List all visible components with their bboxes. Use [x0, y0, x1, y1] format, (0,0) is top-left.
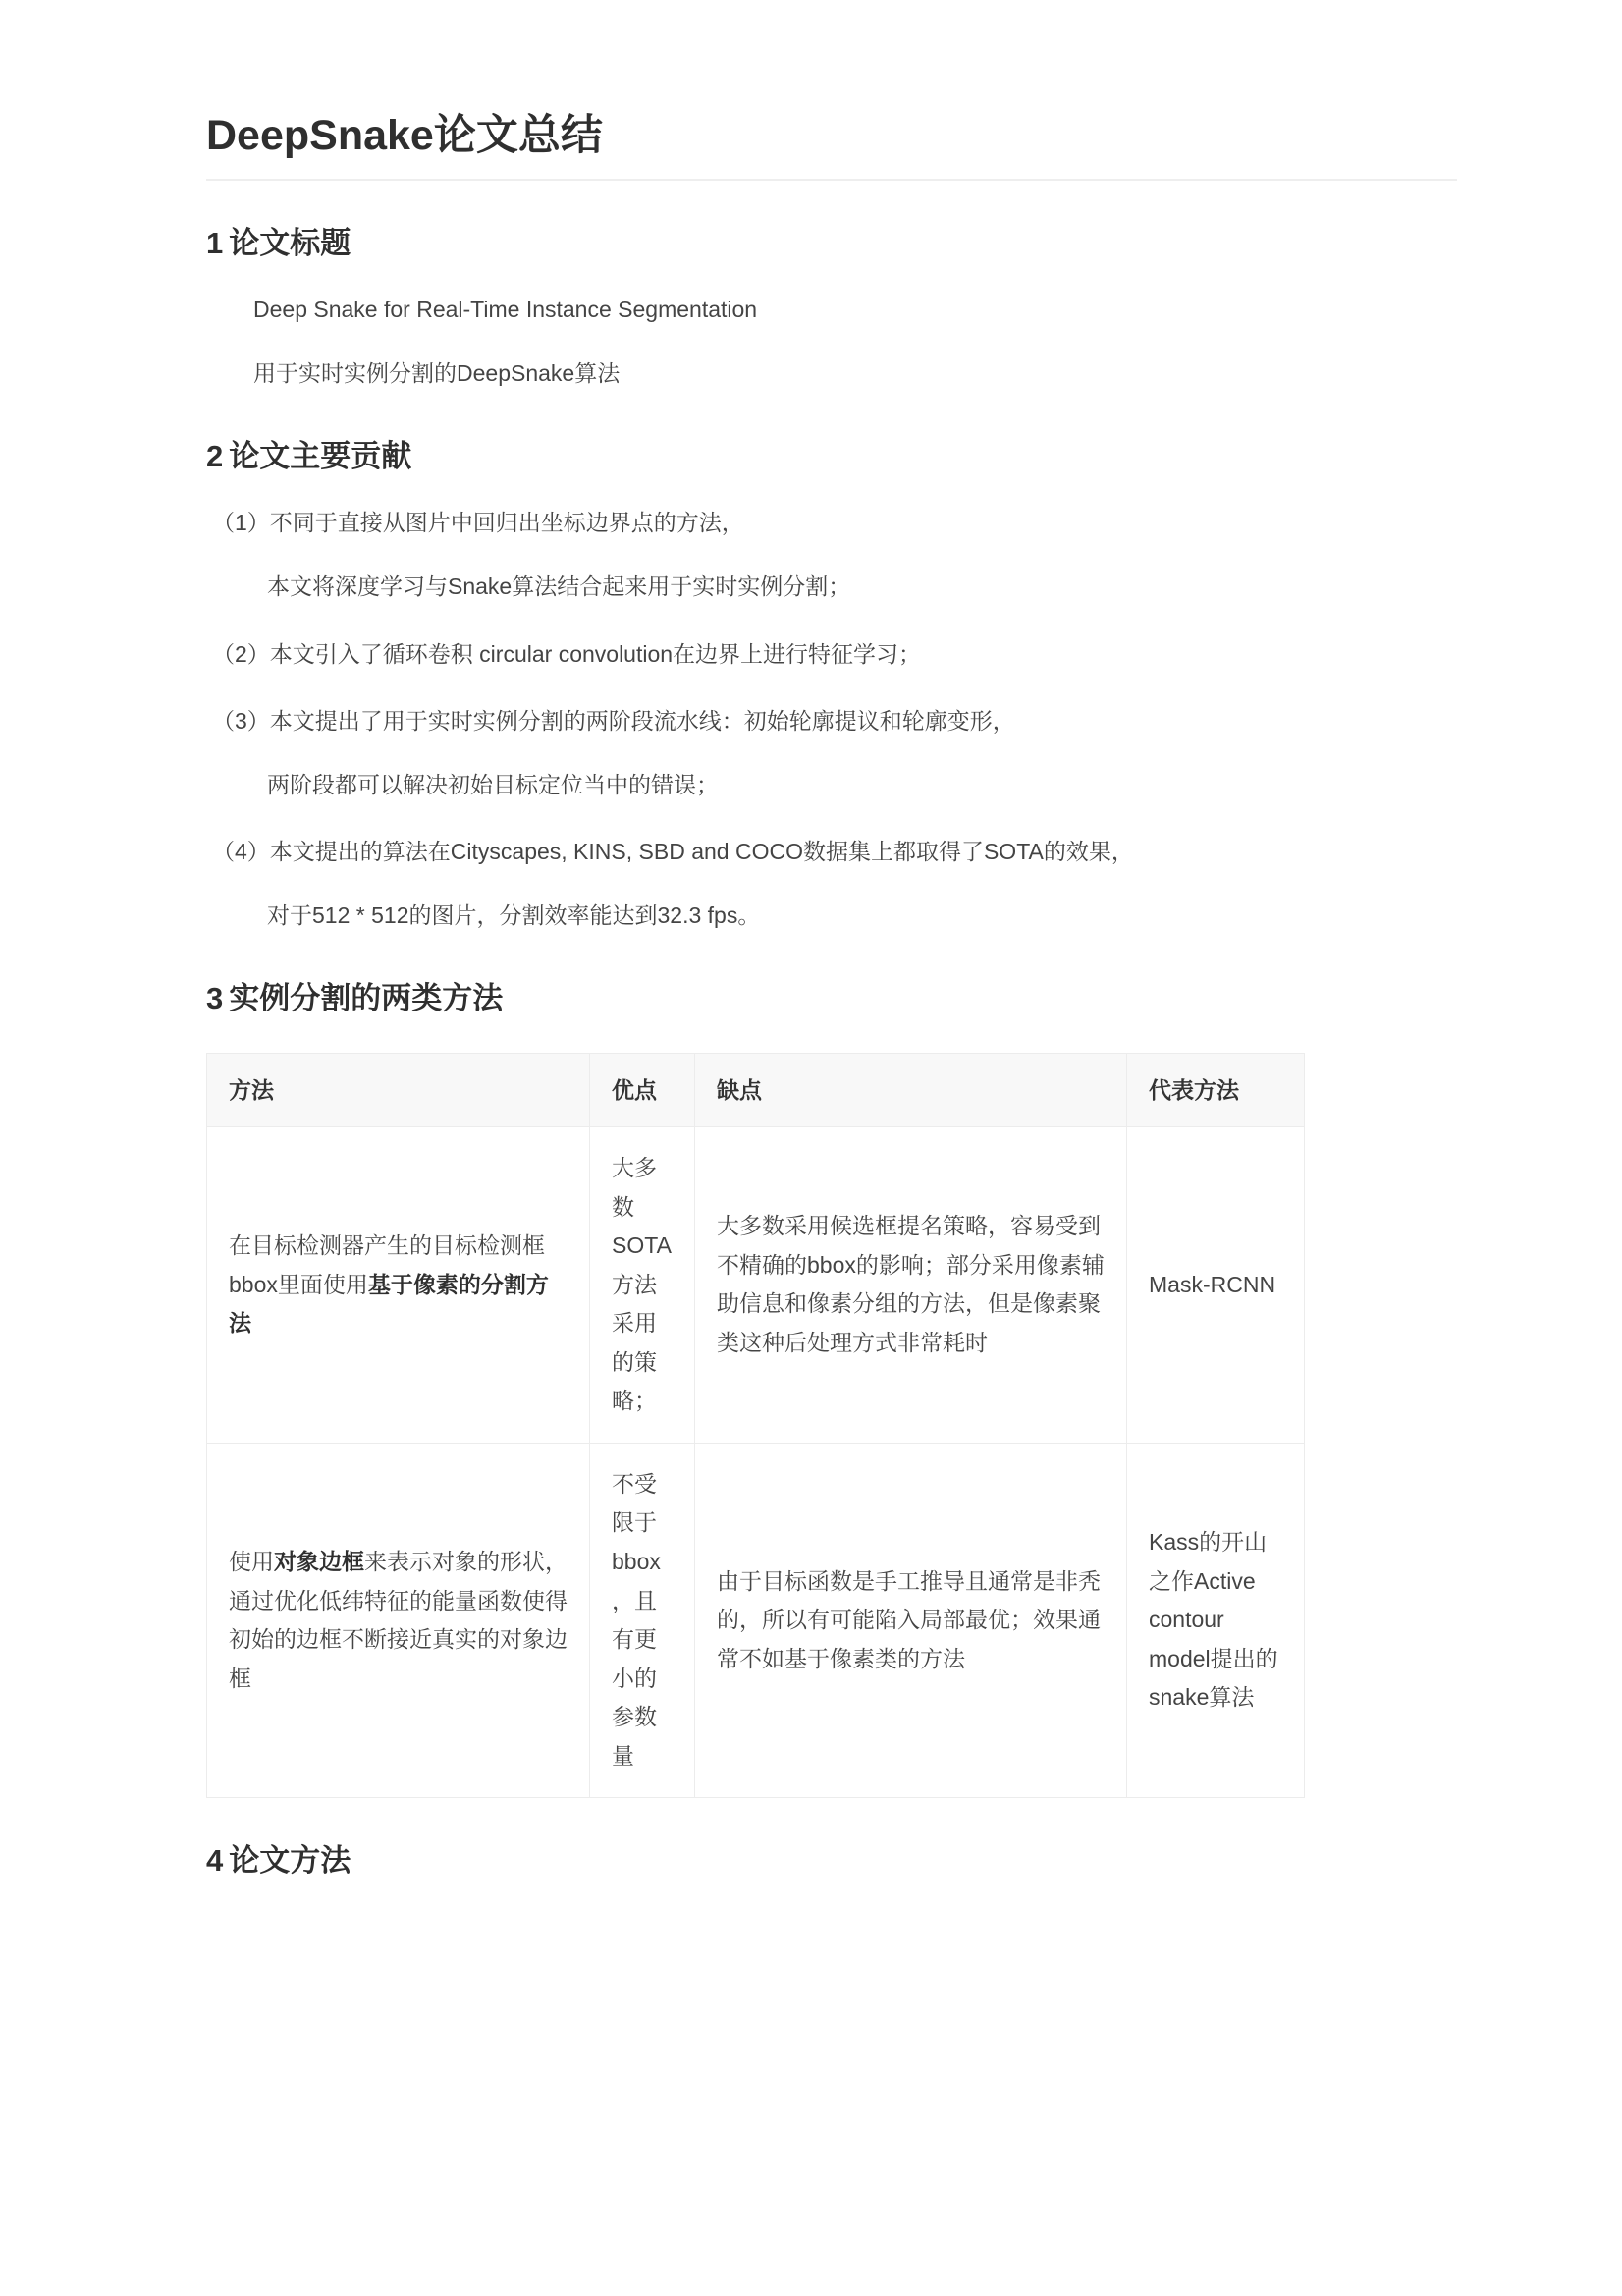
- cell-representative: Mask-RCNN: [1127, 1127, 1305, 1444]
- section-number-4: 4: [206, 1843, 224, 1879]
- contribution-marker: （4）: [212, 839, 270, 865]
- table-row: [207, 1443, 1305, 1797]
- table-header-representative: 代表方法: [1127, 1053, 1305, 1127]
- paper-title-zh: 用于实时实例分割的DeepSnake算法: [253, 359, 621, 386]
- contribution-text: 本文提出了用于实时实例分割的两阶段流水线：初始轮廓提议和轮廓变形，: [269, 708, 1015, 735]
- comparison-table: [206, 1053, 1305, 1799]
- section-number-2: 2: [206, 439, 224, 474]
- cell-pros: 不受限于bbox，且有更小的参数量: [590, 1443, 695, 1797]
- section-heading-4: [206, 1841, 1457, 1881]
- table-header-pros: 优点: [590, 1053, 695, 1127]
- table-header-cons: 缺点: [695, 1053, 1127, 1127]
- contribution-item: [212, 700, 1457, 742]
- contribution-marker: （2）: [212, 640, 270, 667]
- table-header-row: [207, 1053, 1305, 1127]
- cell-method: [207, 1127, 590, 1444]
- section-number-3: 3: [206, 981, 224, 1016]
- contribution-text: 本文引入了循环卷积 circular convolution在边界上进行特征学习；: [269, 640, 922, 667]
- cell-representative: Kass的开山之作Active contour model提出的snake算法: [1127, 1443, 1305, 1797]
- cell-method-post: 来表示对象的形状，通过优化低纬特征的能量函数使得初始的边框不断接近真实的对象边框: [229, 1548, 568, 1691]
- page-title: DeepSnake论文总结: [206, 110, 1457, 181]
- cell-method: [207, 1443, 590, 1797]
- contribution-continuation: 对于512 * 512的图片，分割效率能达到32.3 fps。: [267, 902, 761, 928]
- cell-method-emphasis: 对象边框: [274, 1548, 364, 1574]
- contribution-item: [212, 633, 1457, 676]
- contribution-continuation: 两阶段都可以解决初始目标定位当中的错误；: [267, 771, 719, 797]
- cell-cons: 由于目标函数是手工推导且通常是非秃的，所以有可能陷入局部最优；效果通常不如基于像素类的方法: [695, 1443, 1127, 1797]
- cell-method-pre: 使用: [229, 1548, 274, 1574]
- section-heading-1: [206, 224, 1457, 263]
- cell-method-pre: 在目标检测器产生的目标检测框bbox里面使用: [229, 1232, 545, 1297]
- contribution-item: [212, 502, 1457, 544]
- cell-cons: 大多数采用候选框提名策略，容易受到不精确的bbox的影响；部分采用像素辅助信息和像素分组的方法，但是像素聚类这种后处理方式非常耗时: [695, 1127, 1127, 1444]
- section-title-2: 论文主要贡献: [229, 439, 412, 474]
- cell-pros: 大多数SOTA方法采用的策略；: [590, 1127, 695, 1444]
- section-number-1: 1: [206, 225, 224, 260]
- section-title-4: 论文方法: [229, 1843, 351, 1879]
- table-row: [207, 1127, 1305, 1444]
- paper-title-en: Deep Snake for Real-Time Instance Segmentation: [253, 297, 758, 323]
- section-heading-2: [206, 437, 1457, 476]
- contribution-text: 本文提出的算法在Cityscapes, KINS, SBD and COCO数据集上都取得了SOTA的效果，: [269, 839, 1134, 865]
- contribution-marker: （3）: [212, 708, 270, 735]
- section-title-1: 论文标题: [229, 225, 351, 260]
- contribution-text: 不同于直接从图片中回归出坐标边界点的方法，: [269, 510, 744, 536]
- contribution-continuation: 本文将深度学习与Snake算法结合起来用于实时实例分割；: [267, 573, 851, 599]
- cell-method-emphasis: 基于像素的分割方法: [229, 1271, 549, 1337]
- section-title-3: 实例分割的两类方法: [229, 981, 504, 1016]
- comparison-table-wrapper: [206, 1053, 1304, 1799]
- table-header-method: 方法: [207, 1053, 590, 1127]
- contribution-marker: （1）: [212, 510, 270, 536]
- contribution-item: [212, 831, 1457, 873]
- document-body: [206, 110, 1457, 1882]
- section-heading-3: [206, 979, 1457, 1018]
